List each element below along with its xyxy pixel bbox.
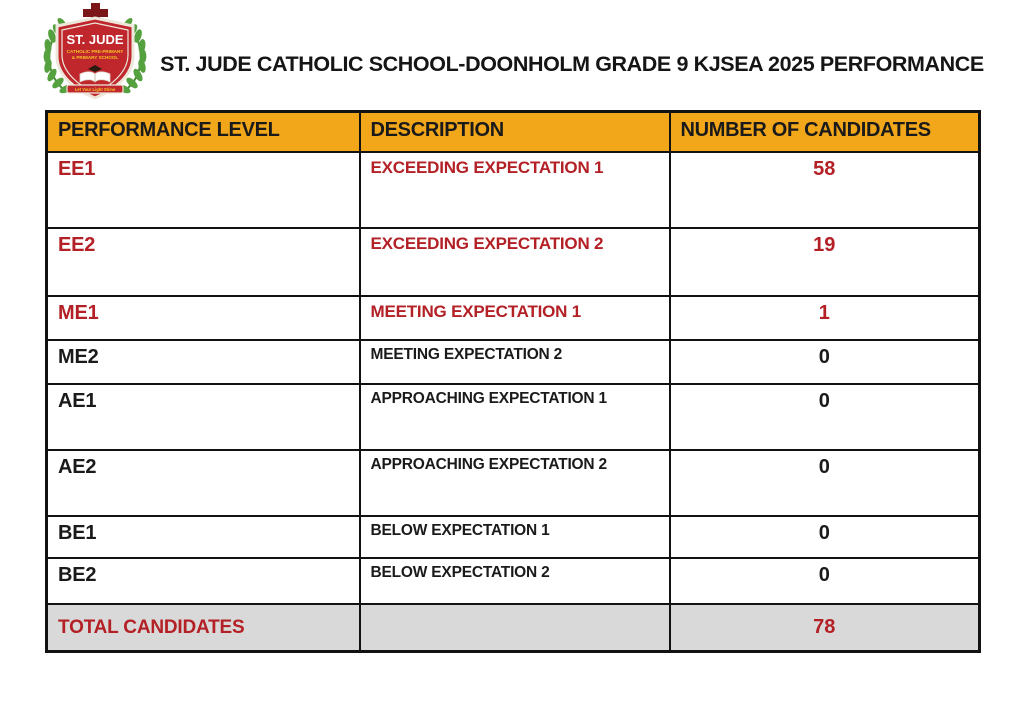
table-row	[47, 152, 980, 228]
table-row	[47, 516, 980, 558]
description-cell: EXCEEDING EXPECTATION 1	[360, 152, 670, 228]
page-title: ST. JUDE CATHOLIC SCHOOL-DOONHOLM GRADE 9 KJSEA 2025 PERFORMANCE	[160, 52, 984, 76]
description-cell: MEETING EXPECTATION 2	[360, 340, 670, 384]
performance-table	[45, 110, 981, 653]
table-row	[47, 296, 980, 340]
description-cell: APPROACHING EXPECTATION 1	[360, 384, 670, 450]
shield-icon	[57, 18, 133, 98]
description-cell: MEETING EXPECTATION 1	[360, 296, 670, 340]
level-cell: EE1	[47, 152, 360, 228]
level-cell: BE1	[47, 516, 360, 558]
table-row	[47, 450, 980, 516]
level-cell: AE1	[47, 384, 360, 450]
level-cell: AE2	[47, 450, 360, 516]
candidates-cell: 0	[670, 558, 980, 604]
candidates-cell: 0	[670, 450, 980, 516]
candidates-cell: 1	[670, 296, 980, 340]
candidates-cell: 0	[670, 516, 980, 558]
table-row	[47, 558, 980, 604]
table-header-row	[47, 112, 980, 152]
total-row	[47, 604, 980, 652]
total-label-cell: TOTAL CANDIDATES	[47, 604, 360, 652]
level-cell: ME2	[47, 340, 360, 384]
candidates-cell: 0	[670, 384, 980, 450]
table-row	[47, 384, 980, 450]
school-crest-icon	[40, 2, 150, 104]
table-row	[47, 340, 980, 384]
col-header-performance-level: PERFORMANCE LEVEL	[47, 112, 360, 152]
total-candidates-cell: 78	[670, 604, 980, 652]
motto-banner	[67, 85, 123, 93]
table-row	[47, 228, 980, 296]
motto-text: Let Your Light Shine	[74, 86, 116, 92]
col-header-description: DESCRIPTION	[360, 112, 670, 152]
total-description-cell	[360, 604, 670, 652]
level-cell: BE2	[47, 558, 360, 604]
candidates-cell: 0	[670, 340, 980, 384]
candidates-cell: 19	[670, 228, 980, 296]
shield-subtitle-1: CATHOLIC PRE-PRIMARY	[66, 49, 124, 54]
description-cell: BELOW EXPECTATION 1	[360, 516, 670, 558]
shield-subtitle-2: & PRIMARY SCHOOL	[71, 55, 119, 60]
candidates-cell: 58	[670, 152, 980, 228]
description-cell: EXCEEDING EXPECTATION 2	[360, 228, 670, 296]
school-logo	[40, 2, 150, 104]
level-cell: ME1	[47, 296, 360, 340]
description-cell: BELOW EXPECTATION 2	[360, 558, 670, 604]
level-cell: EE2	[47, 228, 360, 296]
shield-title: ST. JUDE	[66, 32, 124, 47]
description-cell: APPROACHING EXPECTATION 2	[360, 450, 670, 516]
col-header-number-of-candidates: NUMBER OF CANDIDATES	[670, 112, 980, 152]
